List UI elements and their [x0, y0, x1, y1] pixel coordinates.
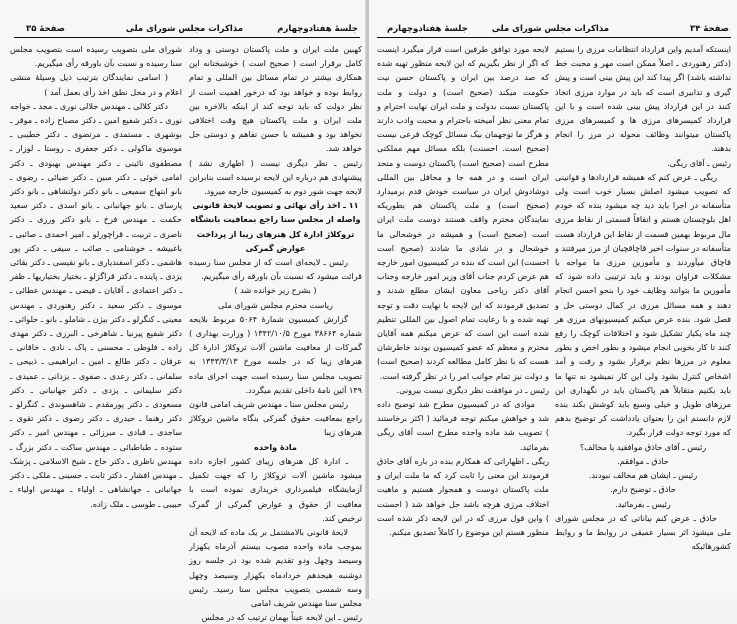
paragraph: کهبین ملت ایران و ملت پاکستان دوستی و وداد کامل برقرار است ( صحیح است ) خوشبختانه این همکاری بیشتر در تمام مسائل بین المللی و تمام روابط بوده و خواهد بود که درخور اهمیت است از نظر دولت که باید توجه کند از اینکه بالاخره بین ملت ایران و ملت پاکستان هیچ وقت اختلافی نخواهد بود و همیشه با حسن تفاهم و دوستی حل خواهد شد.: [189, 44, 362, 154]
paragraph: ( اسامی نمایندگان بترتیب ذیل وسیلهٔ منشی اعلام و در محل نطق اخذ رأی بعمل آمد ): [10, 72, 182, 97]
page-header: [379, 24, 729, 36]
text-column: [189, 42, 363, 623]
paragraph: رئیس ـ آقای حاذق موافقید یا مخالف؟: [579, 441, 707, 452]
paragraph: گزارش کمیسیون شمارهٔ ۵۰۶۴ مربوط بلایحه شماره ۳۸۶۶۴ مورخ ۱۳۴۲/۱۰/۵ ( وزارت بهداری ) گمرکات از معافیت ماشین آلات تروکلاژ ادارهٔ کل هنرهای زیبا که در جلسه مورخ ۱۳۴۳/۳/۱۳ به تصویب مجلس سنا رسیده است جهت اجرای ماده ۱۴۹ آئین نامهٔ داخلی تقدیم میگردد.: [189, 313, 363, 395]
paragraph: رئیس ـ ایشان هم مخالف نبودند.: [588, 470, 698, 481]
paragraph: رئیس ـ آقای ریگی.: [667, 157, 731, 168]
paragraph: رئیس مجلس سنا ـ مهندس شریف امامی قانون راجع بمعافیت حقوق گمرکی بنگاه ماشین تروکلاژ هنرهای زیبا: [189, 399, 362, 438]
header-rule: [14, 37, 360, 38]
paragraph: رئیس ـ نظر دیگری نیست ( اظهاری نشد ) پیشنهادی هم درباره این لایحه نرسیده است بنابراین لایحه جهت شور دوم به کمیسیون خارجه میرود.: [189, 157, 362, 197]
page-header: [18, 24, 358, 36]
header-rule: [377, 37, 731, 38]
section-heading: مادهٔ واحده: [254, 441, 297, 452]
paragraph: موادی که در کمیسیون مطرح شد توضیح داده شد و خواهش میکنم توجه فرمائید ( اکثر برخاستند ) تصویب شد ماده واحده مطرح است آقای ریگی بفرمائید.: [377, 399, 549, 452]
paragraph: حاذق ـ عرض کنم بیاناتی که در مجلس شورای ملی میشود اثر بسیار عمیقی در روابط ما و روابط کشورهائیکه: [555, 512, 731, 552]
session-title: جلسهٔ هفتادوچهارم: [277, 24, 358, 34]
session-title: جلسهٔ هفتادوچهارم: [387, 24, 468, 34]
running-title: مذاکرات مجلس شورای ملی: [125, 24, 243, 34]
paragraph: حاذق ـ توضیح دارم.: [610, 484, 676, 495]
paragraph: لایحه مورد توافق طرفین است قرار میگیرد اینست که اگر از نظر بگیریم که این لایحه منظور تهیه شده که صد درصد بین ایران و پاکستان حسن نیت حکومت میکند (صحیح است) و دولت و ملت پاکستان نسبت بدولت و ملت ایران نهایت احترام و تمام معنی نظر آمیخته باحترام و محبت وادب دارند و هرگز ما توجهمان بیک مسائل کوچک فرعی نیست (صحیح است. احسنت) بلکه مسائل مهم مملکتی مطرح است (صحیح است) پاکستان دوست و متحد ایران است و در همه جا و محافل بین المللی دوشادوش ایران در سیاست خودش قدم برمیدارد (صحیح است) و ملت پاکستان هم بطوریکه نمایندگان محترم واقف هستند دوست ملت ایران است (صحیح است) و همیشه در خوشحالی ما خوشحال و در شادی ما شادند (صحیح است احسنت) این است که بنده در کمیسیون امور خارجه هم عرض کردم جناب آقای وزیر امور خارجه وجناب آقای دکتر ریاحی معاون ایشان مطلع شدند و تصدیق فرمودند که این لایحه با نهایت دقت و توجه تهیه شده و با رعایت تمام اصول بین المللی تنظیم شده است این است که عرض میکنم همه آقایان محترم و معظم که عضو کمیسیون بودند خاطرشان هست که با نظر کامل مطالعه کردند (صحیح است) و دولت نیز تمام جوانب امر را در نظر گرفته است.: [377, 44, 549, 381]
paragraph: شورای ملی بتصویب رسیده است بتصویب مجلس سنا رسیده و نسبت بآن باورقه رأی میگیریم.: [10, 44, 182, 69]
running-title: مذاکرات مجلس شورای ملی: [491, 24, 609, 34]
paragraph: اینستکه آمدیم واین قرارداد انتظامات مرزی را بستیم (دکتر رهنوردی ـ اصلاً ممکن است مهر و محبت خط نداشته باشد) اگر پیدا کند این پیش بینی است و پیش گیری و تدابیری است که باید در موارد مرزی اتخاذ کنند در این قرارداد پیش بینی شده است و با این قرارداد کمیسرهای مرزی ها و کمیسرهای مرزی پاکستان میتوانند وظائف محوله در مرز را انجام بدهند.: [555, 44, 731, 154]
right-page: [369, 0, 737, 599]
text-column: [377, 42, 549, 592]
paragraph: ( بشرح زیر خوانده شد ): [234, 285, 317, 296]
paragraph: رئیس ـ بفرمائید.: [615, 498, 671, 509]
paragraph: ریاست محترم مجلس شورای ملی: [218, 299, 333, 310]
paragraph: ـ ادارهٔ کل هنرهای زیبای کشور اجازه داده میشود ماشین آلات تروکلاژ را که جهت تکمیل آزمایشگاه فیلمبرداری خریداری نموده است با معافیت از حقوق و عوارض گمرکی از گمرک ترخیص کند.: [189, 455, 362, 523]
paragraph: رئیس ـ لایحه‌ای است که از مجلس سنا رسیده قرائت میشود که نسبت بآن باورقه رأی میگیریم.: [189, 257, 362, 282]
section-heading: ۱۱ ـ اخذ رأی نهائی و تصویب لایحهٔ قانونی واصله از مجلس سنا راجع بمعافیت بانشگاه تروکلاژ ادارهٔ کل هنرهای زیبا از پرداخت عوارض گمرکی: [190, 200, 361, 253]
page-number: صفحهٔ ۳۵: [26, 24, 65, 34]
text-column: [10, 42, 182, 592]
paragraph: دکتر کلالی ـ مهندس جلالی نوری ـ مجد ـ خواجه نوری ـ دکتر شفیع امین ـ دکتر مصباح زاده ـ موقر ـ بوشهری ـ مستمدی ـ مرتضوی ـ دکتر خطیبی ـ موسوی ماکولی ـ دکتر جعفری ـ روستا ـ لوزار ـ مصطفوی نائینی ـ دکتر مهندس بهبودی ـ دکتر امامی خوئی ـ دکتر مبین ـ دکتر ضیائی ـ رضوی ـ بانو ابتهاج سمیعی ـ بانو دکتر دولتشاهی ـ بانو دکتر پارسای ـ بانو جهانبانی ـ بانو اسدی ـ دکتر سعید حکمت ـ مهندس فرخ ـ بانو دکتر ورزی ـ دکتر ناصری ـ تربیت ـ قراچورلو ـ امیر احمدی ـ صائبی ـ باغبیشه ـ خوشنامی ـ صائب ـ سیفی ـ دکتر پور هاشمی ـ دکتر اسفندیاری ـ بانو نفیسی ـ دکتر بقائی یزدی ـ پاینده ـ دکتر قراگزلو ـ بختیار بختیاریها ـ ظفر ـ دکتر اعتمادی ـ آقایان ـ فیضی ـ مهندس عطائی ـ موسوی ـ دکتر سعید ـ دکتر رهنوردی ـ مهندس معینی ـ کنگرلو ـ دکتر بیژن ـ شاملو ـ بانو ـ حلوائی ـ دکتر شفیع پیرنیا ـ شاهرخی ـ البرزی ـ دکتر مهدی زاده ـ فلوطی ـ محسنی ـ پاک ـ نادی ـ خاقانی ـ عرفان ـ دکتر طالع ـ امین ـ ابراهیمی ـ ذبیحی ـ سلمانی ـ دکتر رعدی ـ صفوی ـ یزدانی ـ عمیدی ـ دکتر سلیمانی ـ یزدی ـ دکتر جهانبانی ـ دکتر مسعودی ـ دکتر پورمقدم ـ شاهسوندی ـ کنگرلو ـ دکتر رهنما ـ حیدری ـ دکتر رضوی ـ دکتر تقوی ـ ساجدی ـ قبادی ـ میرزائی ـ مهندس امیر ـ دکتر ستوده ـ طباطبائی ـ مهندس ساکت ـ دکتر بزرگ ـ مهندس ناظری ـ دکتر حاج ـ شیخ الاسلامی ـ پزشک ـ مهندس افشار ـ دکتر ثابت ـ حسینی ـ ملکی ـ دکتر جهانبانی ـ جهانشاهی ـ اولیاء ـ مهندس اولیاء ـ حبیبی ـ طوسی ـ ملک زاده.: [10, 100, 182, 509]
left-page: [0, 0, 367, 623]
paragraph: رئیس ـ این لایحه عیناً بهمان ترتیب که در مجلس: [201, 612, 362, 623]
text-column: [555, 42, 731, 592]
page-number: صفحهٔ ۳۴: [690, 24, 729, 34]
paragraph: ریگی ـ عرض کنم که همیشه قراردادها و قوانینی که تصویب میشود اصلش بسیار خوب است ولی متأسفانه در اجرا باید دید چه میشود بنده که خودم اهل بلوچستان هستم و اتفاقاً قسمتی از نقاط مرزی مال مربوط بهمین قسمت از نقاط این قرارداد هست متأسفانه در سنوات اخیر قاچاقچیان از مرز میرفتند و قاچاق میآوردند و مأمورین مرزی ما مواجه با مشکلات فراوان بودند و باید ترتیبی داده شود که مأمورین ما بتوانند وظایف خود را بنحو احسن انجام دهند و همه مسائل مرزی در کمال دوستی حل و فصل شود. بنده عرض میکنم کمیسیونهای مرزی هر چند ماه یکبار تشکیل شود و اختلافات کوچک را رفع کنند تا کار بخوبی انجام میشود و بطور اخص و بطور معلوم در مرزها نظم برقرار بشود و رفت و آمد اشخاص کنترل بشود ولی این کار نمیشود نه تنها ما باید بکنیم متقابلاً هم پاکستان باید در نگهداری این مرزهای طویل و خیلی وسیع باید کوشش بکند بنده لازم دانستم این را بعنوان یادداشت کر توضیح بدهم که مورد توجه دولت قرار بگیرد.: [555, 171, 731, 438]
paragraph: رئیس ـ در موافقت نظر دیگری نیست بیرونی.: [396, 384, 549, 395]
paragraph: ریگی ـ اظهاراتی که همکارم بنده در باره آقای حاذق فرمودند این معنی را ثابت کرد که ما ملت ایران و ملت پاکستان دوست و همجوار هستیم و ماهیت اختلاف مرزی هرچه باشد حل خواهد شد ( احسنت ) واین قول مرزی که در این لایحه ذکر شده است منظور هستم این موضوع را کاملاً تصدیق میکنم.: [377, 455, 549, 537]
paragraph: حاذق ـ موافقم.: [617, 455, 669, 466]
paragraph: لایحهٔ قانونی بالامشتمل بر یک ماده که لایحه آن بموجب ماده واحده مصوب بیستم آذرماه یکهزار وسیصد وچهل ودو تقدیم شده بود در جلسه روز دوشنبه هیجدهم خردادماه یکهزار وسیصد وچهل وسه شمسی بتصویب مجلس سنا رسید. رئیس مجلس سنا مهندس شریف امامی: [189, 526, 362, 608]
